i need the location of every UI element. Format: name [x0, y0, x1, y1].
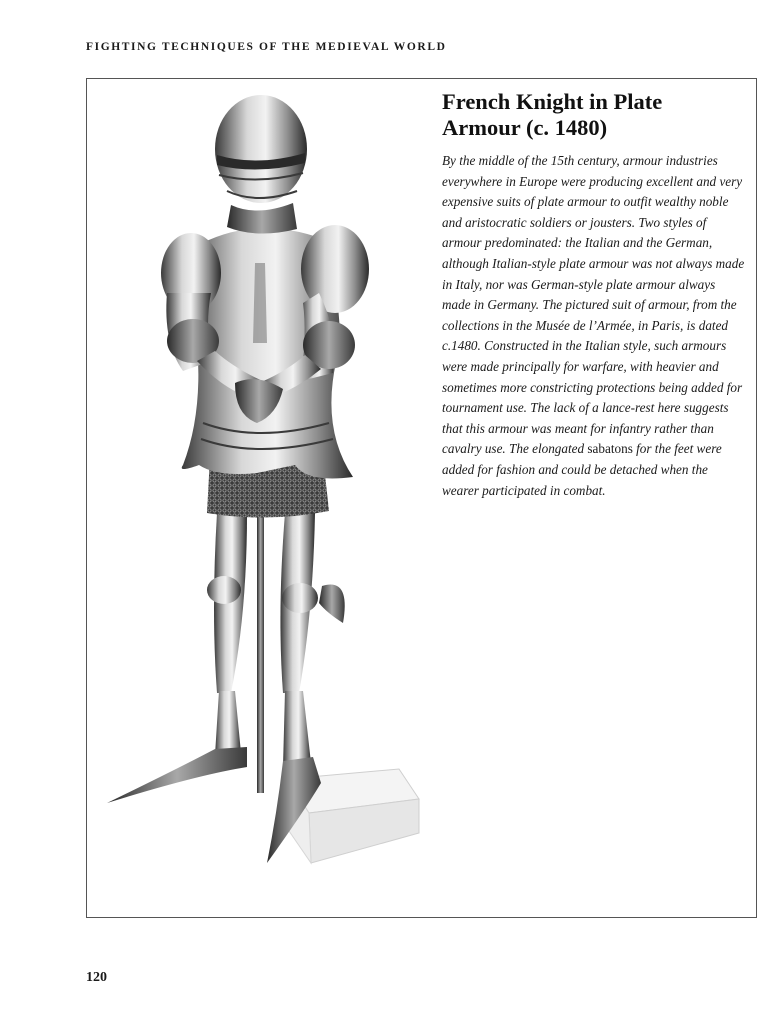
page-number: 120 [86, 970, 107, 985]
sidebar-title: French Knight in Plate Armour (c. 1480) [442, 89, 663, 140]
leg-armour [207, 513, 345, 767]
running-head: FIGHTING TECHNIQUES OF THE MEDIEVAL WORLD [86, 41, 447, 53]
armour-photo [107, 93, 437, 893]
sidebar-body-text-end: for the feet were added for fashion and could be detached when the wearer participated in combat. [442, 441, 722, 498]
sidebar-body-text: By the middle of the 15th century, armour industries everywhere in Europe were producing excellent and very expensive suits of plate armour to outfit wealthy noble and aristocratic soldiers or jousters. Two styles of armour predominated: the Italian and the German, although Italian-style plate armour was not always made in Italy, nor was German-style plate armour always made in Germany. The pictured suit of armour, from the collections in the Musée de l’Armée, in Paris, is dated c.1480. Constructed in the Italian style, such armours were made principally for warfare, with heavier and sometimes more constricting protections being added for tournament use. The lack of a lance-rest here suggests that this armour was meant for infantry rather than cavalry use. The elongated [442, 153, 745, 457]
sabatons [107, 747, 321, 863]
illustration-frame [86, 78, 757, 918]
sidebar-body-term: sabatons [587, 441, 633, 457]
helmet [215, 95, 307, 234]
sidebar-body [442, 151, 747, 501]
